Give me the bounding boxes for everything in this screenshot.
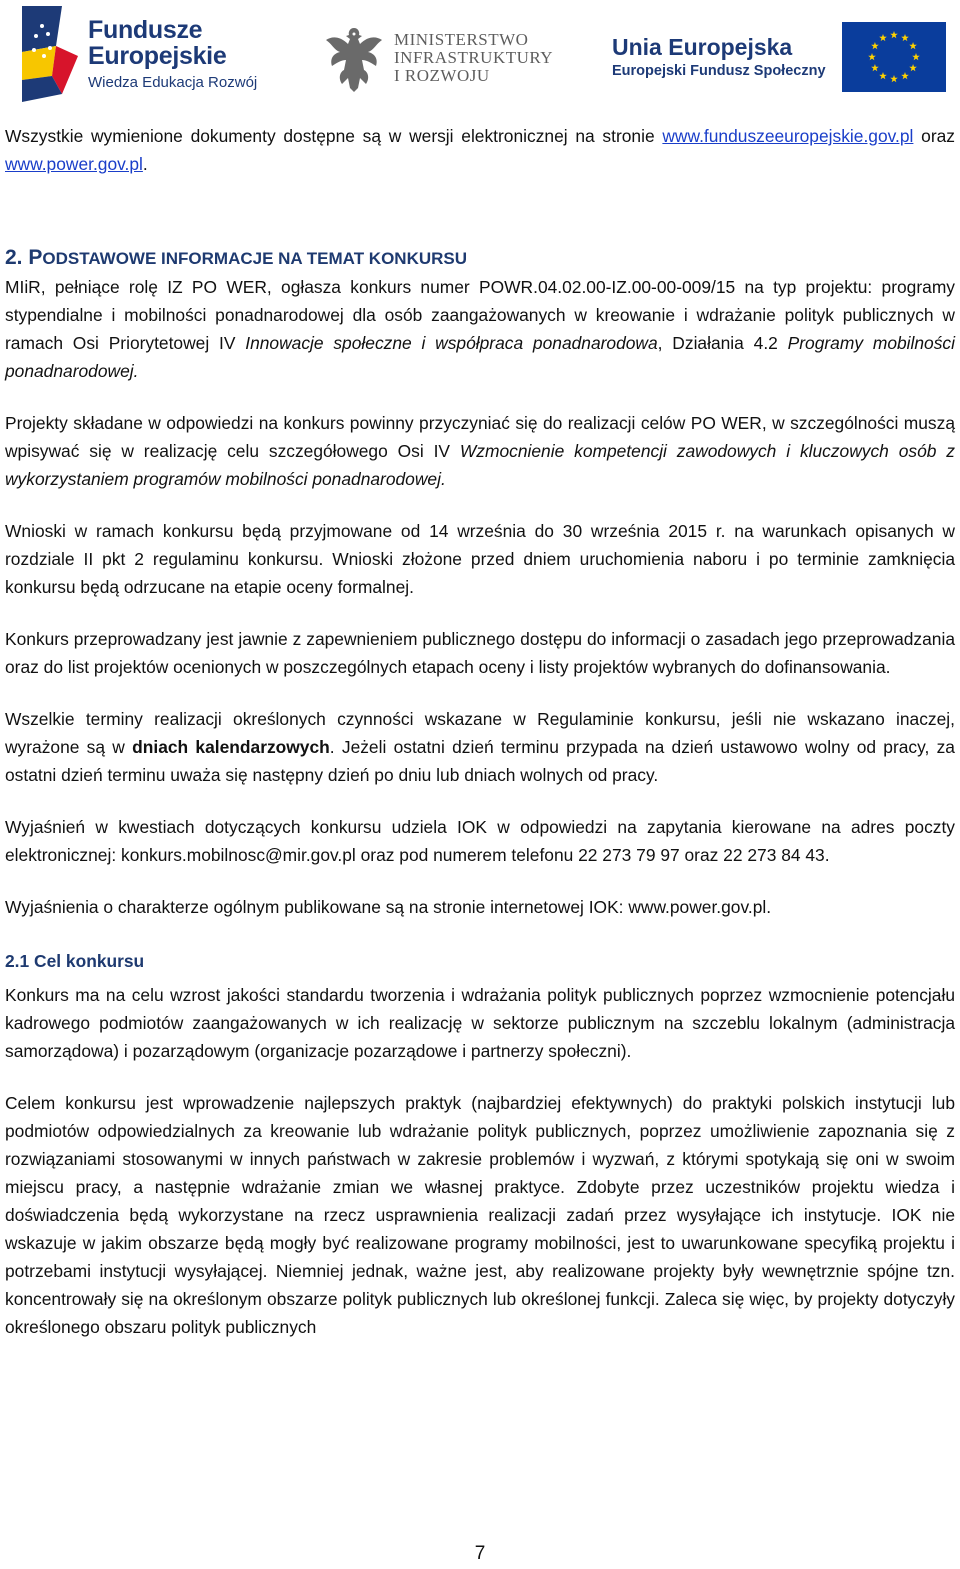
ministry-line1: MINISTERSTWO <box>394 30 529 50</box>
page-number: 7 <box>474 1543 486 1564</box>
section-2-paragraph-7: Wyjaśnienia o charakterze ogólnym publikowane są na stronie internetowej IOK: www.power.gov.pl. <box>5 897 772 917</box>
text-span: , Działania 4.2 <box>657 333 788 353</box>
text-span: Wszelkie terminy realizacji określonych czynności wskazane w Regulaminie konkursu, jeśli nie wskazano inaczej, wyrażone są w <box>5 709 955 757</box>
text-span: Projekty składane w odpowiedzi na konkurs powinny przyczyniać się do realizacji celów PO WER, w szczególności muszą wpisywać się w realizację celu szczegółowego Osi IV <box>5 413 955 461</box>
page-header <box>0 0 960 110</box>
section-2-paragraph-5 <box>5 705 955 789</box>
ministry-line2: INFRASTRUKTURY <box>394 48 554 68</box>
intro-text: Wszystkie wymienione dokumenty dostępne są w wersji elektronicznej na stronie <box>5 126 655 146</box>
calendar-days-bold: dniach kalendarzowych <box>132 737 330 757</box>
section-2-title: ODSTAWOWE INFORMACJE NA TEMAT KONKURSU <box>42 249 468 268</box>
eu-flag-icon <box>842 22 946 92</box>
link-funduszeeuropejskie[interactable]: www.funduszeeuropejskie.gov.pl <box>662 126 914 146</box>
section-2-paragraph-1 <box>5 273 955 385</box>
specific-objective: Wzmocnienie kompetencji zawodowych i kluczowych osób z wykorzystaniem programów mobilności ponadnarodowej. <box>5 441 955 489</box>
ue-title: Unia Europejska <box>612 33 793 60</box>
section-2-1-paragraph-2: Celem konkursu jest wprowadzenie najlepszych praktyk (najbardziej efektywnych) do praktyki polskich instytucji lub podmiotów odpowiedzialnych za kreowanie lub wdrażanie polityk publicznych, poprzez umożliwienie zapoznania się z rozwiązaniami stosowanymi w innych państwach w zakresie problemów i wyzwań, z którymi spotykają się oni w swoim miejscu pracy, a następnie wdrażanie zmian we własnej praktyce. Zdobyte przez uczestników projektu wiedza i doświadczenia będą wykorzystane na rzecz usprawnienia realizacji zadań przez wysyłające ich instytucje. IOK nie wskazuje w jakim obszarze będą mogły być realizowane programy mobilności, jest to uwarunkowane specyfiką projektu i potrzebami instytucji wysyłającej. Niemniej jednak, ważne jest, aby realizowane projekty były wewnętrznie spójne tzn. koncentrowały się na określonym obszarze polityk publicznych lub określonej funkcji. Zaleca się więc, by projekty dotyczyły określonego obszaru polityk publicznych <box>5 1093 955 1337</box>
fe-flag-emblem-icon <box>22 6 80 102</box>
section-2-paragraph-3: Wnioski w ramach konkursu będą przyjmowane od 14 września do 30 września 2015 r. na warunkach opisanych w rozdziale II pkt 2 regulaminu konkursu. Wnioski złożone przed dniem uruchomienia naboru i po terminie zamknięcia konkursu będą odrzucane na etapie oceny formalnej. <box>5 521 955 597</box>
measure-name: Programy mobilności ponadnarodowej. <box>5 333 955 381</box>
priority-axis-name: Innowacje społeczne i współpraca ponadnarodowa <box>245 333 658 353</box>
section-2-paragraph-4: Konkurs przeprowadzany jest jawnie z zapewnieniem publicznego dostępu do informacji o zasadach jego przeprowadzania oraz do list projektów ocenionych w poszczególnych etapach oceny i listy projektów wybranych do dofinansowania. <box>5 629 955 677</box>
intro-mid-text: oraz <box>913 126 955 146</box>
section-2-heading <box>5 244 955 273</box>
document-body <box>5 122 955 1341</box>
ministry-logo <box>322 22 553 94</box>
fe-tagline: Wiedza Edukacja Rozwój <box>88 74 258 91</box>
fundusze-europejskie-logo <box>22 6 257 102</box>
fe-title-line1: Fundusze <box>88 16 203 44</box>
intro-end: . <box>142 154 148 174</box>
fe-title-line2: Europejskie <box>88 42 227 70</box>
unia-europejska-logo <box>612 22 946 92</box>
polish-eagle-emblem-icon <box>322 22 386 94</box>
section-2-paragraph-2 <box>5 409 955 493</box>
section-2-1-paragraph-1: Konkurs ma na celu wzrost jakości standardu tworzenia i wdrażania polityk publicznych poprzez wzmocnienie potencjału kadrowego podmiotów zaangażowanych w ich realizację w sektorze publicznym na szczeblu lokalnym (administracja samorządowa) i pozarządowym (organizacje pozarządowe i partnerzy społeczni). <box>5 985 955 1061</box>
text-span: MIiR, pełniące rolę IZ PO WER, ogłasza konkurs numer POWR.04.02.00-IZ.00-00-009/15 na typ projektu: programy stypendialne i mobilności ponadnarodowej dla osób zaangażowanych w kreowanie i wdrażanie polityk publicznych w ramach Osi Priorytetowej IV <box>5 277 955 353</box>
ue-subtitle: Europejski Fundusz Społeczny <box>612 62 826 79</box>
link-power[interactable]: www.power.gov.pl <box>5 154 143 174</box>
ministry-line3: I ROZWOJU <box>394 65 490 85</box>
section-2-number: 2. P <box>5 246 43 269</box>
intro-paragraph <box>5 122 955 178</box>
section-2-1-heading: 2.1 Cel konkursu <box>5 951 145 971</box>
text-span: . Jeżeli ostatni dzień terminu przypada na dzień ustawowo wolny od pracy, za ostatni dzień terminu uważa się następny dzień po dniu lub dniach wolnych od pracy. <box>5 737 955 785</box>
section-2-paragraph-6: Wyjaśnień w kwestiach dotyczących konkursu udziela IOK w odpowiedzi na zapytania kierowane na adres poczty elektronicznej: konkurs.mobilnosc@mir.gov.pl oraz pod numerem telefonu 22 273 79 97 oraz 22 273 84 43. <box>5 817 955 865</box>
